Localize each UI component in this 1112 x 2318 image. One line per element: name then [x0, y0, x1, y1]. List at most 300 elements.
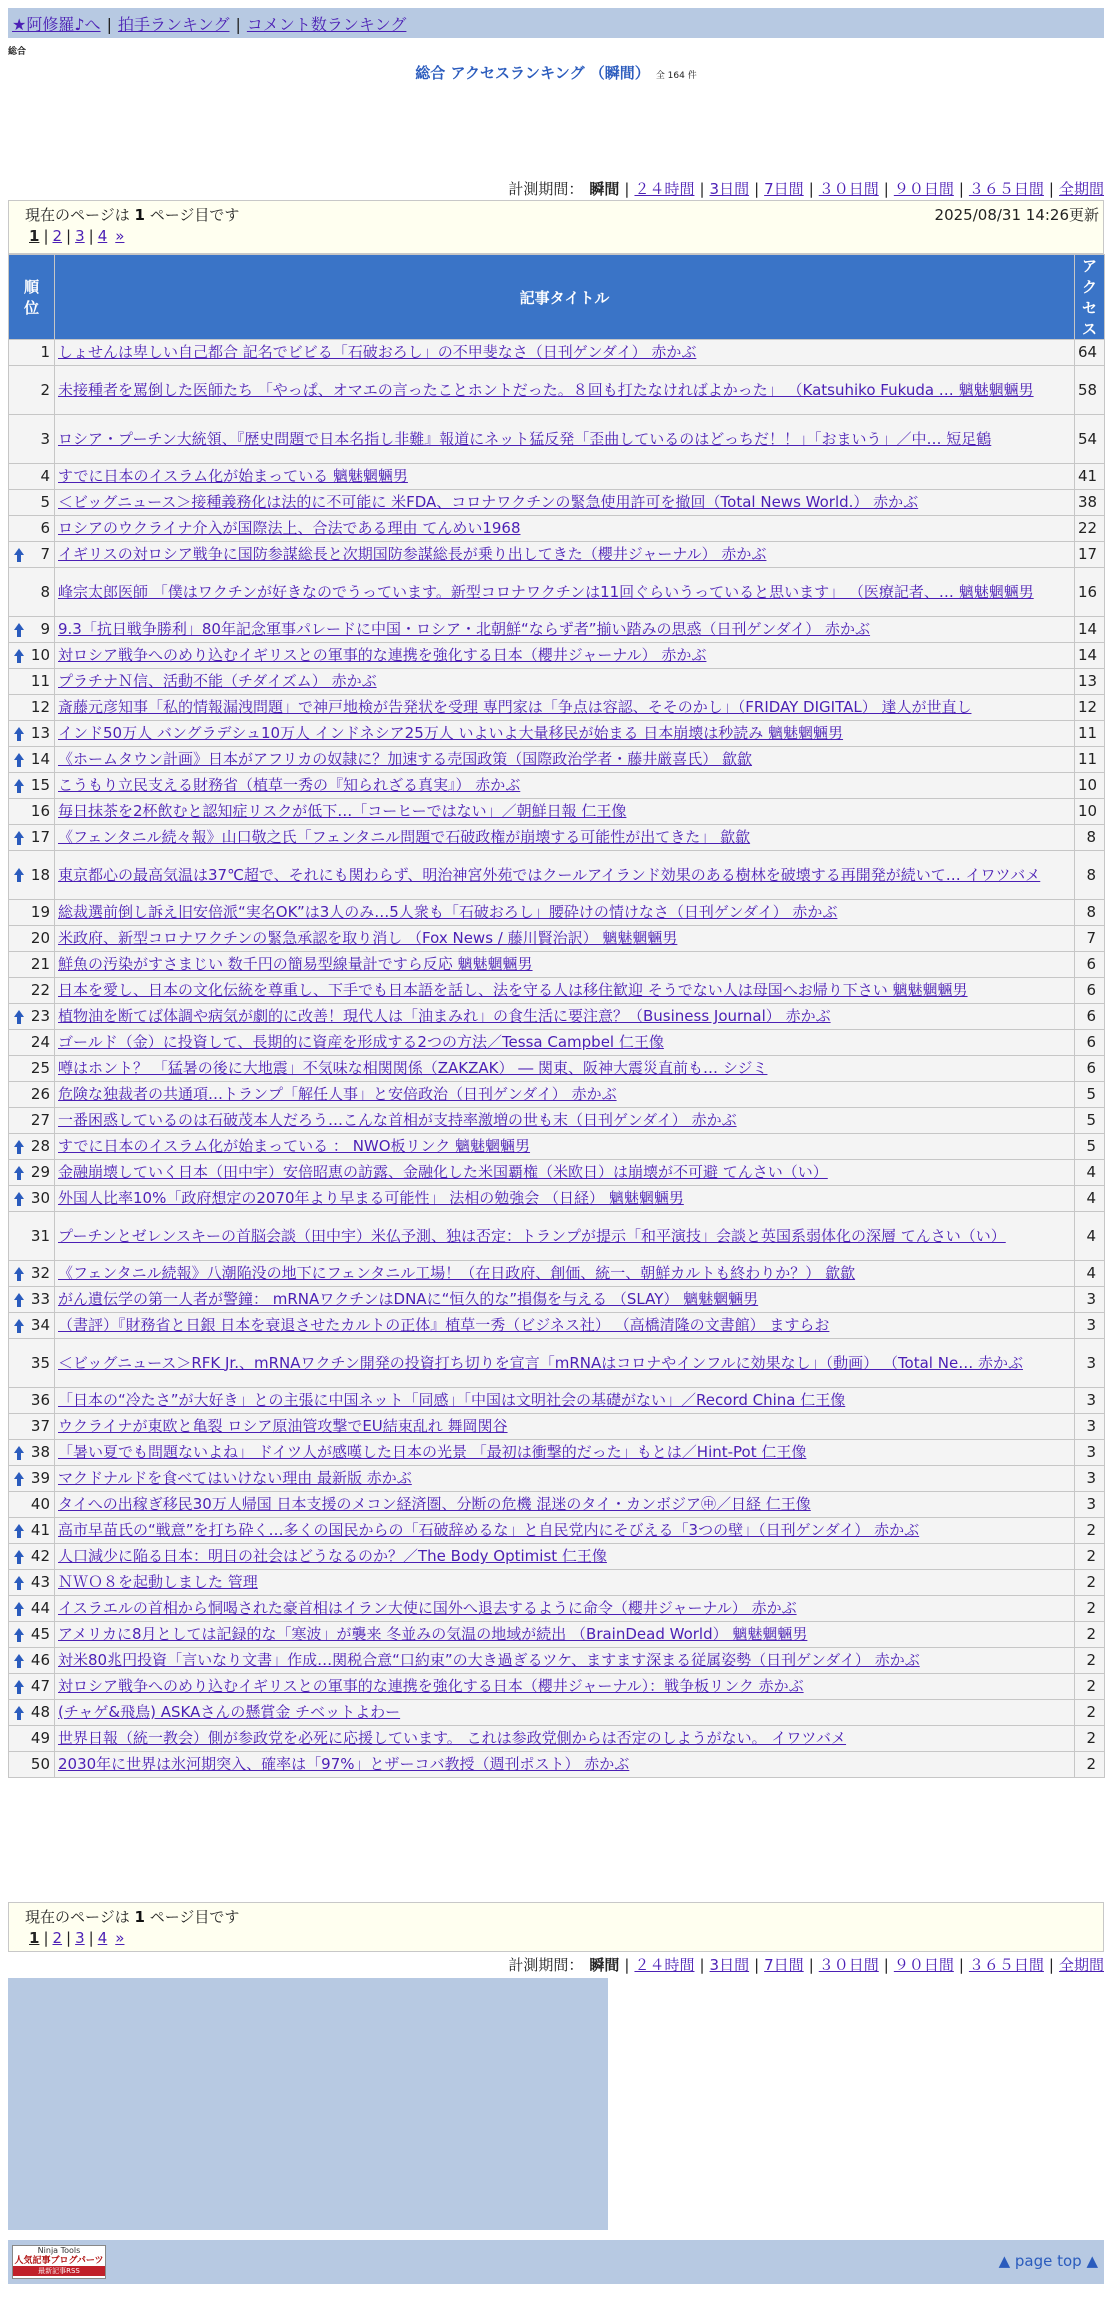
article-title-link[interactable]: 毎日抹茶を2杯飲むと認知症リスクが低下…「コーヒーではない」／朝鮮日報 仁王像 [58, 802, 627, 820]
table-row [9, 1212, 1105, 1261]
article-title-link[interactable]: 東京都心の最高気温は37℃超で、それにも関わらず、明治神宮外苑ではクールアイランド効果のある樹林を破壊する再開発が続いて… イワツバメ [58, 865, 1041, 884]
period-separator: | [808, 180, 814, 198]
period-link[interactable]: ２４時間 [634, 180, 695, 198]
period-separator: | [699, 1956, 705, 1974]
article-title-link[interactable]: マクドナルドを食べてはいけない理由 最新版 赤かぶ [58, 1469, 412, 1487]
article-title-link[interactable]: 2030年に世界は氷河期突入、確率は「97%」とザーコバ教授（週刊ポスト） 赤かぶ [58, 1755, 630, 1773]
access-count: 6 [1075, 1004, 1105, 1030]
period-link[interactable]: ３０日間 [818, 1956, 879, 1974]
access-count: 17 [1075, 542, 1105, 568]
total-count: 全 164 件 [655, 71, 697, 81]
table-row [9, 643, 1105, 669]
article-title-link[interactable]: アメリカに8月としては記録的な「寒波」が襲来 冬並みの気温の地域が続出 （BrainDead World） 魑魅魍魎男 [58, 1625, 808, 1643]
access-count: 2 [1075, 1518, 1105, 1544]
badge-line-3: 最新記事RSS [13, 2266, 105, 2276]
title-cell [55, 1287, 1075, 1313]
period-link[interactable]: 3日間 [709, 1956, 750, 1974]
rank-number: 22 [30, 981, 50, 999]
comment-ranking-link[interactable]: コメント数ランキング [246, 15, 407, 34]
rank-cell [9, 1212, 55, 1261]
table-header-row [9, 255, 1105, 340]
period-separator: | [883, 180, 889, 198]
access-count: 13 [1075, 669, 1105, 695]
article-title-link[interactable]: がん遺伝学の第一人者が警鐘： mRNAワクチンはDNAに“恒久的な”損傷を与える （SLAY） 魑魅魍魎男 [58, 1290, 759, 1308]
period-link[interactable]: 全期間 [1058, 1956, 1104, 1974]
table-row [9, 1108, 1105, 1134]
rank-cell [9, 617, 55, 643]
period-link[interactable]: ３６５日間 [968, 180, 1044, 198]
access-count: 10 [1075, 799, 1105, 825]
clap-ranking-link[interactable]: 拍手ランキング [117, 15, 230, 34]
table-row [9, 340, 1105, 366]
article-title-link[interactable]: 危険な独裁者の共通項…トランプ「解任人事」と安倍政治（日刊ゲンダイ） 赤かぶ [58, 1085, 617, 1103]
rank-cell [9, 1466, 55, 1492]
article-title-link[interactable]: 「日本の“冷たさ”が大好き」との主張に中国ネット「同感」「中国は文明社会の基礎がない」／Record China 仁王像 [58, 1391, 846, 1409]
rank-number: 31 [30, 1226, 50, 1245]
article-title-link[interactable]: ウクライナが東欧と亀裂 ロシア原油管攻撃でEU結束乱れ 舞岡関谷 [58, 1417, 508, 1435]
page-link-current[interactable]: 1 [29, 1929, 40, 1947]
access-count: 2 [1075, 1648, 1105, 1674]
rank-cell [9, 1700, 55, 1726]
period-link[interactable]: ２４時間 [634, 1956, 695, 1974]
rank-number: 42 [30, 1547, 50, 1565]
access-count: 2 [1075, 1596, 1105, 1622]
page-separator: | [43, 1929, 49, 1947]
rank-number: 28 [30, 1137, 50, 1155]
page-title [0, 62, 1112, 83]
table-row [9, 799, 1105, 825]
title-cell [55, 773, 1075, 799]
title-cell [55, 516, 1075, 542]
rank-cell [9, 1414, 55, 1440]
rank-number: 46 [30, 1651, 50, 1669]
article-title-link[interactable]: 9.3「抗日戦争勝利」80年記念軍事パレードに中国・ロシア・北朝鮮“ならず者”揃い踏みの思惑（日刊ゲンダイ） 赤かぶ [58, 620, 871, 638]
page-link[interactable]: 4 [97, 1929, 108, 1947]
rank-up-arrow-icon [14, 649, 24, 656]
access-count: 5 [1075, 1108, 1105, 1134]
table-row [9, 1596, 1105, 1622]
article-title-link[interactable]: 未接種者を罵倒した医師たち 「やっぱ、オマエの言ったことホントだった。８回も打たなければよかった」 （Katsuhiko Fukuda … 魑魅魍魎男 [58, 380, 1034, 399]
rank-up-arrow-icon [14, 1446, 24, 1453]
table-row [9, 568, 1105, 617]
article-title-link[interactable]: タイへの出稼ぎ移民30万人帰国 日本支援のメコン経済圏、分断の危機 混迷のタイ・カンボジア㊥／日経 仁王像 [58, 1495, 811, 1513]
period-separator: | [958, 1956, 964, 1974]
rank-cell [9, 1752, 55, 1778]
title-cell [55, 1492, 1075, 1518]
period-label: 計測期間： [508, 180, 584, 198]
table-row [9, 542, 1105, 568]
title-cell [55, 1544, 1075, 1570]
access-count: 12 [1075, 695, 1105, 721]
rank-cell [9, 799, 55, 825]
rank-up-arrow-icon [14, 1293, 24, 1300]
blog-parts-badge[interactable] [12, 2245, 106, 2279]
title-cell [55, 1056, 1075, 1082]
rank-up-arrow-icon [14, 753, 24, 760]
period-link[interactable]: ３０日間 [818, 180, 879, 198]
page-separator: | [43, 227, 49, 245]
pager-bottom [8, 1902, 1104, 1952]
rank-number: 17 [30, 828, 50, 846]
title-cell [55, 825, 1075, 851]
table-row [9, 1440, 1105, 1466]
title-cell [55, 747, 1075, 773]
article-title-link[interactable]: 対米80兆円投資「言いなり文書」作成…関税合意“口約束”の大き過ぎるツケ、ますます深まる従属姿勢（日刊ゲンダイ） 赤かぶ [58, 1651, 920, 1669]
rank-number: 32 [30, 1264, 50, 1282]
table-row [9, 415, 1105, 464]
rank-up-arrow-icon [14, 1680, 24, 1687]
rank-cell [9, 1186, 55, 1212]
page-link[interactable]: 4 [97, 227, 108, 245]
period-link[interactable]: 7日間 [764, 180, 804, 198]
article-title-link[interactable]: 植物油を断てば体調や病気が劇的に改善！現代人は「油まみれ」の食生活に要注意？（Business Journal） 赤かぶ [58, 1007, 831, 1025]
access-count: 3 [1075, 1287, 1105, 1313]
page-separator: | [66, 227, 72, 245]
article-title-link[interactable]: 外国人比率10%「政府想定の2070年より早まる可能性」 法相の勉強会 （日経） 魑魅魍魎男 [58, 1189, 684, 1207]
access-count: 6 [1075, 1030, 1105, 1056]
title-cell [55, 695, 1075, 721]
rank-cell [9, 1339, 55, 1388]
access-count: 3 [1075, 1492, 1105, 1518]
access-count: 8 [1075, 851, 1105, 900]
rank-number: 4 [40, 467, 50, 485]
rank-number: 21 [30, 955, 50, 973]
rank-number: 10 [30, 646, 50, 664]
table-row [9, 490, 1105, 516]
rank-up-arrow-icon [14, 1706, 24, 1713]
title-cell [55, 1160, 1075, 1186]
rank-cell [9, 926, 55, 952]
ranking-table-body [9, 340, 1105, 1778]
section-label: 総合 [8, 47, 27, 57]
title-header: 記事タイトル [55, 255, 1075, 340]
period-link[interactable]: ９０日間 [893, 180, 954, 198]
table-row [9, 1700, 1105, 1726]
rank-up-arrow-icon [14, 1628, 24, 1635]
title-cell [55, 1622, 1075, 1648]
rank-number: 7 [40, 545, 50, 563]
table-row [9, 747, 1105, 773]
rank-number: 41 [30, 1521, 50, 1539]
article-title-link[interactable]: 米政府、新型コロナワクチンの緊急承認を取り消し （Fox News / 藤川賢治訳） 魑魅魍魎男 [58, 929, 678, 947]
rank-cell [9, 516, 55, 542]
period-link[interactable]: 全期間 [1058, 180, 1104, 198]
article-title-link[interactable]: 対ロシア戦争へのめり込むイギリスとの軍事的な連携を強化する日本（櫻井ジャーナル）：戦争板リンク 赤かぶ [58, 1677, 804, 1695]
rank-cell [9, 1726, 55, 1752]
title-cell [55, 1570, 1075, 1596]
table-row [9, 978, 1105, 1004]
access-count: 7 [1075, 926, 1105, 952]
access-count: 2 [1075, 1622, 1105, 1648]
access-count: 3 [1075, 1339, 1105, 1388]
rank-number: 35 [30, 1353, 50, 1372]
top-nav-bar [8, 8, 1104, 38]
access-count: 11 [1075, 747, 1105, 773]
title-cell [55, 366, 1075, 415]
rank-up-arrow-icon [14, 1319, 24, 1326]
access-count: 64 [1075, 340, 1105, 366]
article-title-link[interactable]: 斎藤元彦知事「私的情報漏洩問題」で神戸地検が告発状を受理 専門家は「争点は容認、そそのかし」（FRIDAY DIGITAL） 達人が世直し [58, 698, 972, 716]
title-cell [55, 799, 1075, 825]
article-title-link[interactable]: 金融崩壊していく日本（田中宇）安倍昭恵の訪露、金融化した米国覇権（米欧日）は崩壊が不可避 てんさい（い） [58, 1163, 828, 1181]
rank-number: 30 [30, 1189, 50, 1207]
access-count: 4 [1075, 1160, 1105, 1186]
table-row [9, 366, 1105, 415]
article-title-link[interactable]: 人口減少に陥る日本：明日の社会はどうなるのか？／The Body Optimist 仁王像 [58, 1547, 607, 1565]
period-separator: | [699, 180, 705, 198]
access-count: 2 [1075, 1544, 1105, 1570]
table-row [9, 1752, 1105, 1778]
table-row [9, 1160, 1105, 1186]
page-link-current[interactable]: 1 [29, 227, 40, 245]
title-cell [55, 926, 1075, 952]
rank-number: 3 [40, 429, 50, 448]
rank-up-arrow-icon [14, 548, 24, 555]
access-count: 5 [1075, 1134, 1105, 1160]
period-link[interactable]: 3日間 [709, 180, 750, 198]
article-title-link[interactable]: すでに日本のイスラム化が始まっている ： NWO板リンク 魑魅魍魎男 [58, 1137, 531, 1155]
article-title-link[interactable]: ＜ビッグニュース＞接種義務化は法的に不可能に 米FDA、コロナワクチンの緊急使用許可を撤回（Total News World.） 赤かぶ [58, 493, 919, 511]
access-count: 41 [1075, 464, 1105, 490]
table-row [9, 1492, 1105, 1518]
rank-number: 14 [30, 750, 50, 768]
rank-cell [9, 669, 55, 695]
rank-number: 40 [30, 1495, 50, 1513]
page-link[interactable]: » [115, 1929, 125, 1947]
title-cell [55, 1108, 1075, 1134]
title-cell [55, 1339, 1075, 1388]
article-title-link[interactable]: 「暑い夏でも問題ないよね」 ドイツ人が感嘆した日本の光景 「最初は衝撃的だった」もとは／Hint-Pot 仁王像 [58, 1443, 807, 1461]
period-separator: | [958, 180, 964, 198]
table-row [9, 1004, 1105, 1030]
title-cell [55, 900, 1075, 926]
rank-number: 34 [30, 1316, 50, 1334]
rank-up-arrow-icon [14, 1524, 24, 1531]
access-count: 14 [1075, 617, 1105, 643]
page-link[interactable]: 2 [52, 227, 63, 245]
rank-up-arrow-icon [14, 1166, 24, 1173]
period-separator: | [883, 1956, 889, 1974]
table-row [9, 773, 1105, 799]
access-count: 2 [1075, 1674, 1105, 1700]
article-title-link[interactable]: （書評）『財務省と日銀 日本を衰退させたカルトの正体』植草一秀（ビジネス社） （高橋清隆の文書館） ますらお [58, 1316, 830, 1334]
page-separator: | [88, 227, 94, 245]
table-row [9, 1388, 1105, 1414]
page-top-link[interactable]: ▲ page top ▲ [998, 2252, 1098, 2270]
rank-cell [9, 542, 55, 568]
rank-cell [9, 978, 55, 1004]
rank-cell [9, 1160, 55, 1186]
rank-up-arrow-icon [14, 1267, 24, 1274]
title-cell [55, 415, 1075, 464]
period-link[interactable]: ３６５日間 [968, 1956, 1044, 1974]
rank-number: 19 [30, 903, 50, 921]
article-title-link[interactable]: 《フェンタニル続報》八潮陥没の地下にフェンタニル工場！（在日政府、創価、統一、朝鮮カルトも終わりか？） 歙歙 [58, 1264, 856, 1282]
home-link[interactable]: ★阿修羅♪へ [12, 15, 101, 34]
period-label: 計測期間： [508, 1956, 584, 1974]
rank-cell [9, 900, 55, 926]
title-cell [55, 1388, 1075, 1414]
rank-number: 47 [30, 1677, 50, 1695]
page-link[interactable]: 2 [52, 1929, 63, 1947]
article-title-link[interactable]: ＜ビッグニュース＞RFK Jr.、mRNAワクチン開発の投資打ち切りを宣言「mRNAはコロナやインフルに効果なし」（動画） （Total Ne… 赤かぶ [58, 1353, 1023, 1372]
rank-cell [9, 1082, 55, 1108]
rank-up-arrow-icon [14, 727, 24, 734]
article-title-link[interactable]: 噂はホント？ 「猛暑の後に大地震」不気味な相関関係（ZAKZAK） ― 関東、阪神大震災直前も… シジミ [58, 1059, 768, 1077]
table-row [9, 1674, 1105, 1700]
period-link[interactable]: 7日間 [764, 1956, 804, 1974]
access-count: 6 [1075, 1056, 1105, 1082]
title-cell [55, 978, 1075, 1004]
title-cell [55, 643, 1075, 669]
title-cell [55, 1030, 1075, 1056]
article-title-link[interactable]: しょせんは卑しい自己都合 記名でビビる「石破おろし」の不甲斐なさ（日刊ゲンダイ） 赤かぶ [58, 343, 697, 361]
article-title-link[interactable]: 高市早苗氏の“戦意”を打ち砕く…多くの国民からの「石破辞めるな」と自民党内にそびえる「3つの壁」（日刊ゲンダイ） 赤かぶ [58, 1521, 920, 1539]
rank-number: 37 [30, 1417, 50, 1435]
rank-cell [9, 568, 55, 617]
access-count: 2 [1075, 1752, 1105, 1778]
article-title-link[interactable]: 一番困惑しているのは石破茂本人だろう…こんな首相が支持率激増の世も末（日刊ゲンダイ） 赤かぶ [58, 1111, 737, 1129]
table-row [9, 721, 1105, 747]
rank-cell [9, 490, 55, 516]
rank-cell [9, 1544, 55, 1570]
article-title-link[interactable]: イギリスの対ロシア戦争に国防参謀総長と次期国防参謀総長が乗り出してきた（櫻井ジャーナル） 赤かぶ [58, 545, 767, 563]
rank-number: 18 [30, 865, 50, 884]
access-count: 8 [1075, 900, 1105, 926]
title-cell [55, 1674, 1075, 1700]
period-current: 瞬間 [589, 1956, 620, 1974]
rank-number: 50 [30, 1755, 50, 1773]
rank-number: 36 [30, 1391, 50, 1409]
title-cell [55, 1186, 1075, 1212]
current-page-note: 現在のページは 1 ページ目です [25, 206, 240, 224]
article-title-link[interactable]: 対ロシア戦争へのめり込むイギリスとの軍事的な連携を強化する日本（櫻井ジャーナル） 赤かぶ [58, 646, 707, 664]
table-row [9, 1261, 1105, 1287]
rank-cell [9, 747, 55, 773]
article-title-link[interactable]: 世界日報（統一教会）側が参政党を必死に応援しています。 これは参政党側からは否定のしようがない。 イワツバメ [58, 1729, 847, 1747]
rank-up-arrow-icon [14, 1192, 24, 1199]
title-cell [55, 851, 1075, 900]
article-title-link[interactable]: 日本を愛し、日本の文化伝統を尊重し、下手でも日本語を話し、法を守る人は移住歓迎 そうでない人は母国へお帰り下さい 魑魅魍魎男 [58, 981, 968, 999]
article-title-link[interactable]: イスラエルの首相から恫喝された豪首相はイラン大使に国外へ退去するように命令（櫻井ジャーナル） 赤かぶ [58, 1599, 797, 1617]
rank-cell [9, 1648, 55, 1674]
access-count: 6 [1075, 978, 1105, 1004]
title-cell [55, 952, 1075, 978]
title-cell [55, 542, 1075, 568]
rank-cell [9, 643, 55, 669]
article-title-link[interactable]: ＮＷＯ８を起動しました 管理 [58, 1573, 258, 1591]
rank-cell [9, 1440, 55, 1466]
rank-number: 15 [30, 776, 50, 794]
table-row [9, 1134, 1105, 1160]
rank-cell [9, 340, 55, 366]
article-title-link[interactable]: (チャゲ&飛鳥) ASKAさんの懸賞金 チベットよわー [58, 1703, 401, 1721]
title-cell [55, 464, 1075, 490]
table-row [9, 1414, 1105, 1440]
access-count: 2 [1075, 1726, 1105, 1752]
page-link[interactable]: 3 [75, 227, 85, 245]
period-link[interactable]: ９０日間 [893, 1956, 954, 1974]
rank-number: 38 [30, 1443, 50, 1461]
rank-number: 33 [30, 1290, 50, 1308]
nav-separator: | [106, 15, 112, 34]
article-title-link[interactable]: ゴールド（金）に投資して、長期的に資産を形成する2つの方法／Tessa Campbel 仁王像 [58, 1033, 664, 1051]
rank-number: 43 [30, 1573, 50, 1591]
article-title-link[interactable]: 《フェンタニル続々報》山口敬之氏「フェンタニル問題で石破政権が崩壊する可能性が出てきた」 歙歙 [58, 828, 751, 846]
rank-cell [9, 1261, 55, 1287]
rank-up-arrow-icon [14, 779, 24, 786]
article-title-link[interactable]: すでに日本のイスラム化が始まっている 魑魅魍魎男 [58, 467, 408, 485]
access-header-label: アク セス [1081, 257, 1097, 338]
rank-number: 24 [30, 1033, 50, 1051]
article-title-link[interactable]: プーチンとゼレンスキーの首脳会談（田中宇）米仏予測、独は否定：トランプが提示「和平演技」会談と英国系弱体化の深層 てんさい（い） [58, 1226, 1006, 1245]
article-title-link[interactable]: こうもり立民支える財務省（植草一秀の『知られざる真実』） 赤かぶ [58, 776, 521, 794]
title-cell [55, 1752, 1075, 1778]
access-count: 2 [1075, 1700, 1105, 1726]
rank-number: 25 [30, 1059, 50, 1077]
rank-cell [9, 1518, 55, 1544]
table-row [9, 1313, 1105, 1339]
access-count: 22 [1075, 516, 1105, 542]
rank-cell [9, 1596, 55, 1622]
rank-header [9, 255, 55, 340]
access-count: 14 [1075, 643, 1105, 669]
rank-cell [9, 1570, 55, 1596]
article-title-link[interactable]: ロシア・プーチン大統領、『歴史問題で日本名指し非難』報道にネット猛反発「歪曲しているのはどっちだ！！」「おまいう」／中… 短足鶴 [58, 429, 992, 448]
article-title-link[interactable]: 峰宗太郎医師 「僕はワクチンが好きなのでうっています。新型コロナワクチンは11回ぐらいうっていると思います」 （医療記者、… 魑魅魍魎男 [58, 582, 1034, 601]
access-count: 4 [1075, 1261, 1105, 1287]
current-page-note: 現在のページは 1 ページ目です [25, 1908, 240, 1926]
access-count: 8 [1075, 825, 1105, 851]
table-row [9, 1466, 1105, 1492]
table-row [9, 464, 1105, 490]
page-separator: | [66, 1929, 72, 1947]
badge-line-1: Ninja Tools [37, 2246, 81, 2255]
article-title-link[interactable]: インド50万人 バングラデシュ10万人 インドネシア25万人 いよいよ大量移民が始まる 日本崩壊は秒読み 魑魅魍魎男 [58, 724, 844, 742]
table-row [9, 1186, 1105, 1212]
rank-cell [9, 1287, 55, 1313]
period-separator: | [624, 1956, 630, 1974]
article-title-link[interactable]: 鮮魚の汚染がすさまじい 数千円の簡易型線量計ですら反応 魑魅魍魎男 [58, 955, 533, 973]
nav-separator: | [235, 15, 241, 34]
table-row [9, 851, 1105, 900]
rank-number: 13 [30, 724, 50, 742]
rank-up-arrow-icon [14, 1140, 24, 1147]
rank-up-arrow-icon [14, 1576, 24, 1583]
article-title-link[interactable]: プラチナＮ信、活動不能（チダイズム） 赤かぶ [58, 672, 377, 690]
title-cell [55, 1212, 1075, 1261]
page-title-text: 総合 アクセスランキング （瞬間） [415, 64, 650, 82]
rank-cell [9, 1313, 55, 1339]
rank-cell [9, 1030, 55, 1056]
access-count: 3 [1075, 1414, 1105, 1440]
access-count: 3 [1075, 1313, 1105, 1339]
article-title-link[interactable]: ロシアのウクライナ介入が国際法上、合法である理由 てんめい1968 [58, 519, 521, 537]
rank-number: 45 [30, 1625, 50, 1643]
period-separator: | [1048, 180, 1054, 198]
access-count: 6 [1075, 952, 1105, 978]
rank-up-arrow-icon [14, 1654, 24, 1661]
article-title-link[interactable]: 総裁選前倒し訴え旧安倍派“実名OK”は3人のみ…5人衆も「石破おろし」腰砕けの情けなさ（日刊ゲンダイ） 赤かぶ [58, 903, 838, 921]
title-cell [55, 1414, 1075, 1440]
article-title-link[interactable]: 《ホームタウン計画》日本がアフリカの奴隷に？加速する売国政策（国際政治学者・藤井厳喜氏） 歙歙 [58, 750, 753, 768]
page-link[interactable]: 3 [75, 1929, 85, 1947]
rank-number: 6 [40, 519, 50, 537]
rank-number: 23 [30, 1007, 50, 1025]
title-cell [55, 721, 1075, 747]
page-link[interactable]: » [115, 227, 125, 245]
rank-cell [9, 721, 55, 747]
